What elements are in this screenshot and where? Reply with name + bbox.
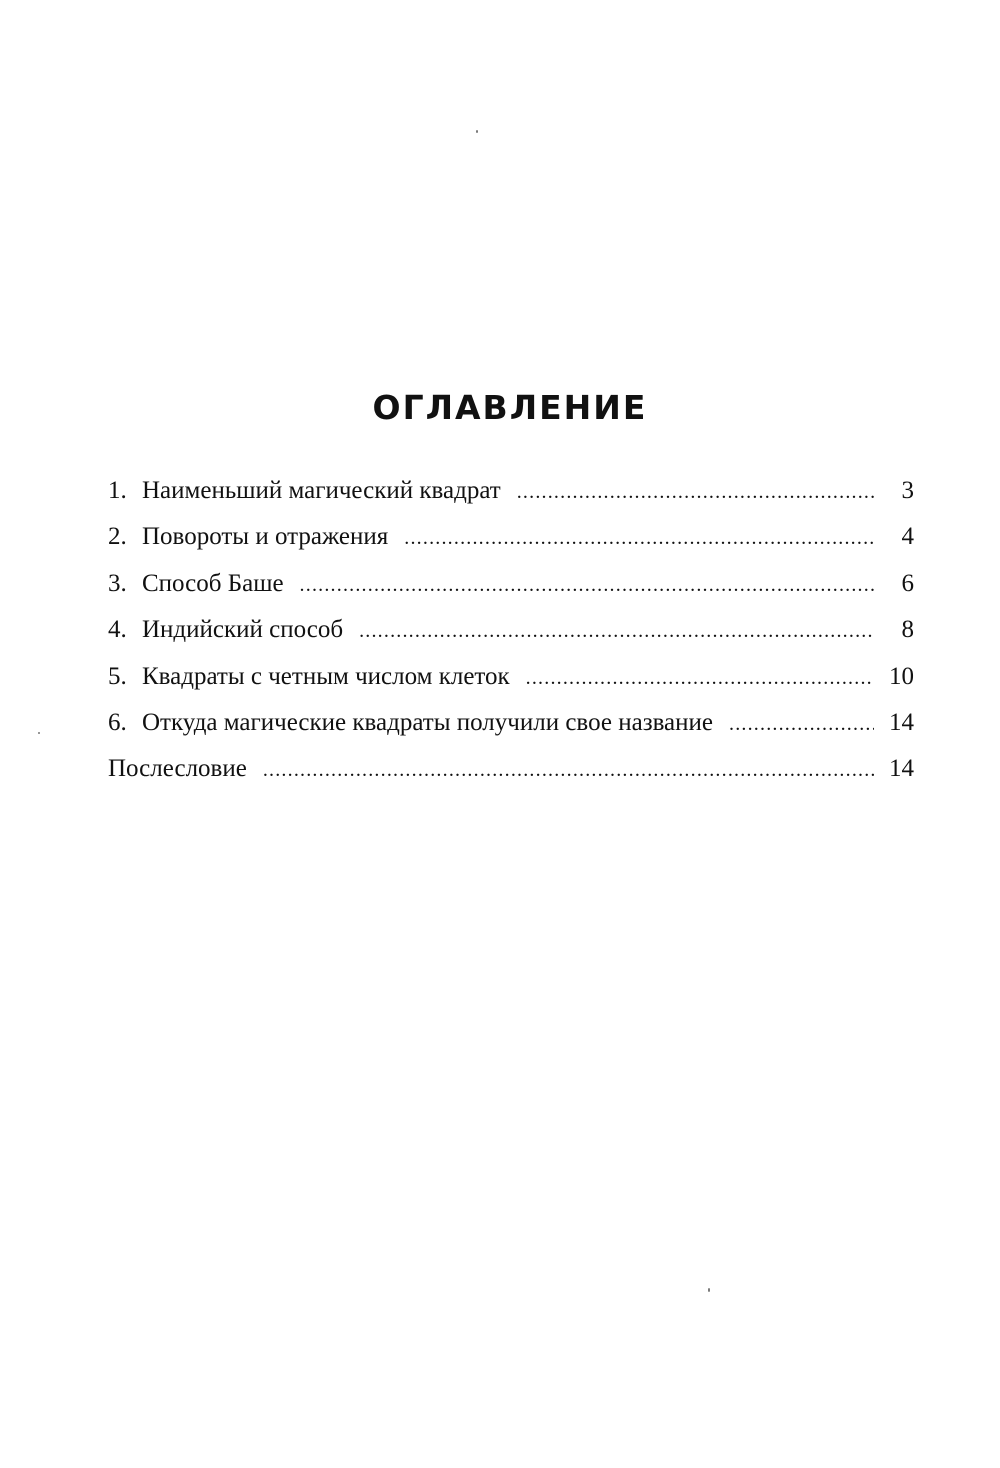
toc-entry-page: 4 [901,523,914,551]
toc-entry-title: Откуда магические квадраты получили свое название [142,708,713,736]
toc-entry-title: Квадраты с четным числом клеток [142,662,510,690]
toc-entry-title: Повороты и отражения [142,523,389,551]
toc-entry-number: 4. [108,616,127,644]
toc-entry-page: 14 [889,708,914,736]
toc-entry-page: 10 [889,662,914,690]
dot-leader [359,620,874,643]
toc-entry-afterword [108,755,914,801]
toc-entry-page: 3 [901,477,914,504]
dot-leader [517,481,874,504]
toc-entry-number: 6. [108,708,127,736]
toc-entry-number: 1. [108,477,127,504]
toc-entry-title: Способ Баше [142,569,284,597]
dot-leader [404,527,874,550]
scan-speck [708,1288,710,1292]
toc-entry [108,663,914,709]
toc-entry-number: 3. [108,569,127,597]
toc-entry [108,570,914,616]
toc-entry [108,523,914,569]
toc-entry-number: 5. [108,662,127,690]
toc-entry-page: 6 [901,569,914,597]
table-of-contents [108,477,914,802]
toc-entry-title: Послесловие [108,755,247,783]
toc-entry [108,477,914,523]
toc-entry-number: 2. [108,523,127,551]
scan-speck [476,130,478,133]
dot-leader [729,713,874,736]
toc-entry [108,709,914,755]
scan-speck [38,732,40,734]
dot-leader [263,759,874,782]
dot-leader [526,667,874,690]
toc-entry-page: 14 [889,755,914,783]
dot-leader [300,574,874,597]
toc-entry-page: 8 [901,616,914,644]
toc-entry-title: Наименьший магический квадрат [142,477,501,504]
toc-entry [108,616,914,662]
page-title: ОГЛАВЛЕНИЕ [372,388,648,427]
toc-entry-title: Индийский способ [142,616,344,644]
